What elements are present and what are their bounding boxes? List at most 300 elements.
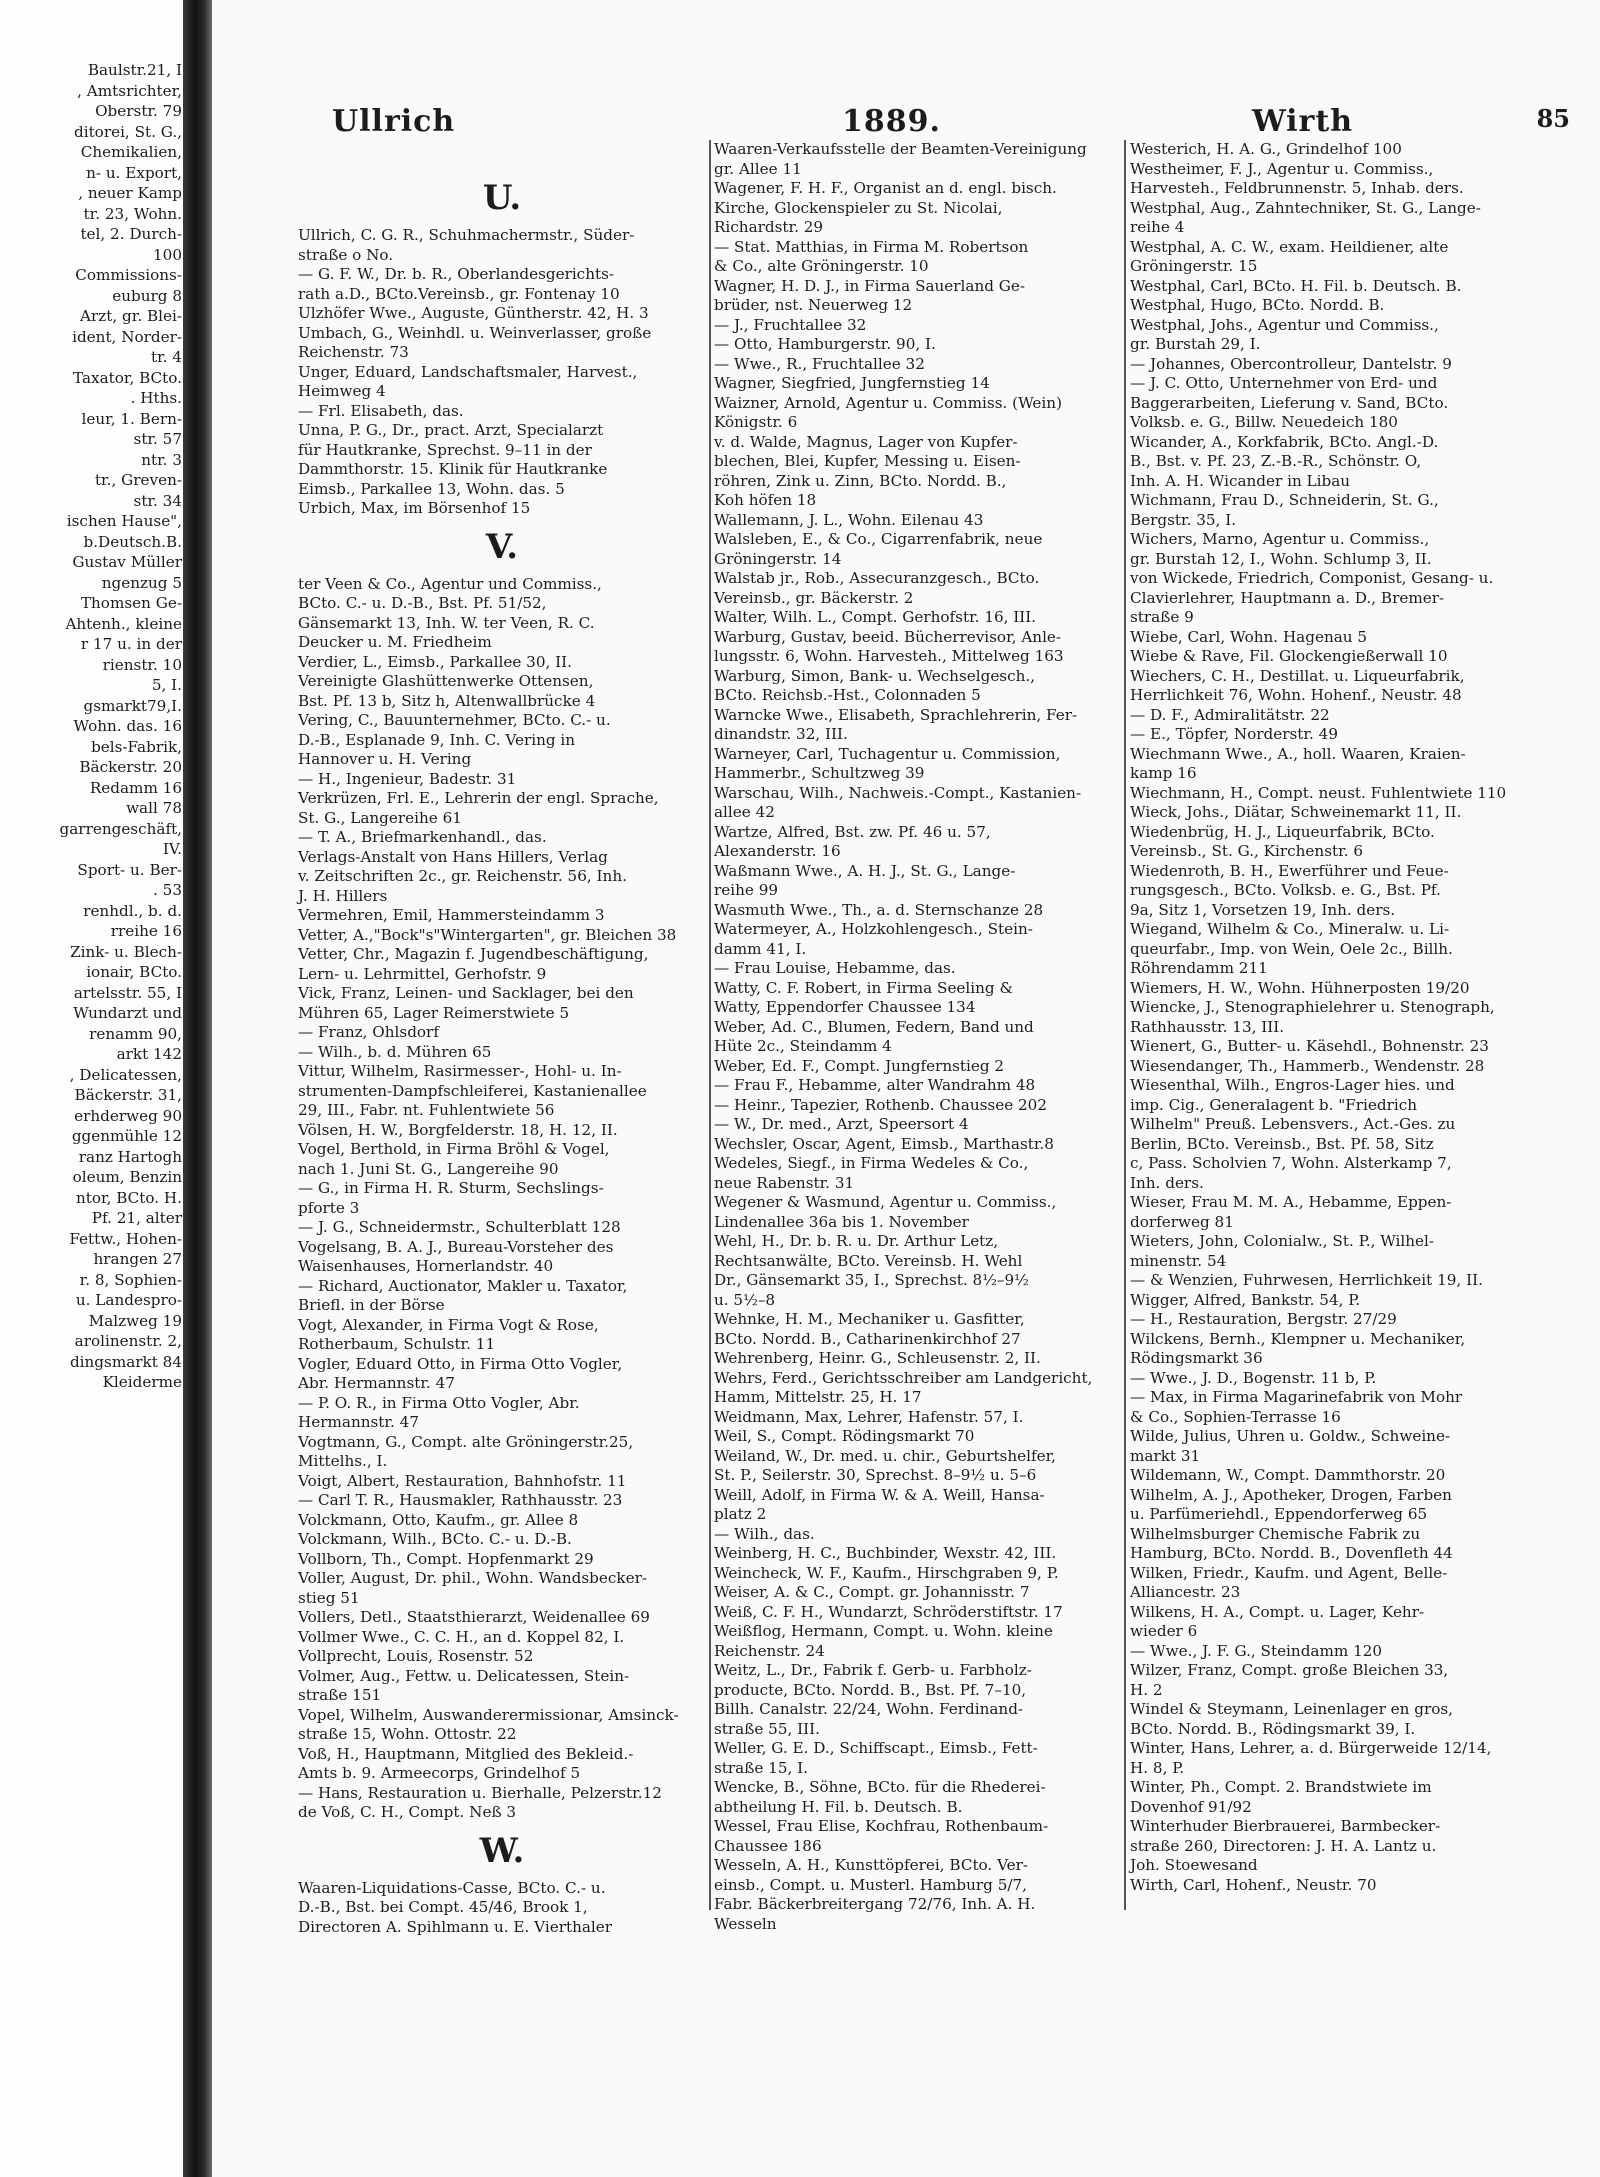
directory-entry: kamp 16 (1130, 764, 1197, 782)
directory-entry: rath a.D., BCto.Vereinsb., gr. Fontenay 10 (298, 284, 620, 303)
strip-line: rienstr. 10 (102, 655, 182, 674)
strip-line: tr., Greven- (94, 471, 182, 489)
directory-entry: Westphal, Johs., Agentur und Commiss., (1130, 315, 1439, 334)
directory-entry: brüder, nst. Neuerweg 12 (714, 296, 913, 314)
directory-entry: platz 2 (714, 1505, 767, 1523)
directory-entry: Hermannstr. 47 (298, 1413, 419, 1431)
strip-line: Zink- u. Blech- (70, 942, 182, 961)
strip-line: Sport- u. Ber- (77, 860, 182, 879)
directory-entry: Walstab jr., Rob., Assecuranzgesch., BCto. (714, 569, 1040, 587)
directory-entry: gr. Burstah 12, I., Wohn. Schlump 3, II. (1130, 549, 1432, 568)
strip-line: arkt 142 (116, 1045, 182, 1063)
directory-entry: Briefl. in der Börse (298, 1296, 445, 1314)
directory-column-2 (714, 140, 1122, 1933)
strip-line: Pf. 21, alter (91, 1209, 182, 1227)
directory-entry: Wiebe, Carl, Wohn. Hagenau 5 (1130, 627, 1368, 646)
directory-entry: — Heinr., Tapezier, Rothenb. Chaussee 202 (714, 1095, 1047, 1114)
strip-line: . 53 (153, 881, 182, 899)
directory-entry: Dammthorstr. 15. Klinik für Hautkranke (298, 460, 608, 478)
directory-entry: straße 151 (298, 1686, 382, 1704)
directory-entry: — Johannes, Obercontrolleur, Dantelstr. 9 (1130, 354, 1452, 373)
directory-entry: Watty, C. F. Robert, in Firma Seeling & (714, 978, 1013, 997)
directory-entry: allee 42 (714, 803, 775, 821)
directory-entry: Volckmann, Wilh., BCto. C.- u. D.-B. (298, 1530, 572, 1548)
directory-entry: D.-B., Esplanade 9, Inh. C. Vering in (298, 730, 576, 749)
strip-line: arolinenstr. 2, (74, 1332, 182, 1350)
directory-entry: u. Parfümeriehdl., Eppendorferweg 65 (1130, 1505, 1428, 1523)
directory-page (212, 0, 1600, 2177)
strip-line: Arzt, gr. Blei- (80, 307, 182, 325)
directory-entry: Weidmann, Max, Lehrer, Hafenstr. 57, I. (714, 1407, 1024, 1426)
directory-entry: BCto. C.- u. D.-B., Bst. Pf. 51/52, (298, 594, 547, 612)
directory-entry: Wiechmann, H., Compt. neust. Fuhlentwiete 110 (1130, 783, 1507, 802)
directory-entry: Weiß, C. F. H., Wundarzt, Schröderstiftstr. 17 (714, 1602, 1063, 1621)
directory-entry: — Wwe., R., Fruchtallee 32 (714, 354, 925, 373)
directory-entry: Wehl, H., Dr. b. R. u. Dr. Arthur Letz, (714, 1232, 999, 1250)
directory-entry: dinandstr. 32, III. (714, 725, 848, 743)
directory-entry: Warburg, Gustav, beeid. Bücherrevisor, Anle- (714, 627, 1062, 646)
strip-line: ntor, BCto. H. (75, 1188, 182, 1207)
directory-entry: Wiesendanger, Th., Hammerb., Wendenstr. 28 (1130, 1056, 1485, 1075)
directory-entry: Winter, Ph., Compt. 2. Brandstwiete im (1130, 1778, 1432, 1796)
strip-line: ngenzug 5 (101, 573, 182, 592)
directory-entry: v. d. Walde, Magnus, Lager von Kupfer- (714, 432, 1018, 451)
directory-entry: Vollprecht, Louis, Rosenstr. 52 (298, 1647, 534, 1665)
directory-entry: B., Bst. v. Pf. 23, Z.-B.-R., Schönstr. O, (1130, 452, 1422, 470)
directory-entry: Vereinsb., St. G., Kirchenstr. 6 (1130, 842, 1364, 860)
directory-entry: straße 15, I. (714, 1758, 808, 1777)
directory-entry: Vopel, Wilhelm, Auswanderermissionar, Amsinck- (298, 1705, 679, 1724)
directory-entry: Inh. A. H. Wicander in Libau (1130, 471, 1351, 490)
directory-entry: Inh. ders. (1130, 1173, 1204, 1192)
directory-entry: Vermehren, Emil, Hammersteindamm 3 (298, 906, 605, 924)
directory-entry: Wilde, Julius, Uhren u. Goldw., Schweine- (1130, 1427, 1451, 1445)
directory-entry: Rechtsanwälte, BCto. Vereinsb. H. Wehl (714, 1251, 1023, 1270)
directory-entry: ter Veen & Co., Agentur und Commiss., (298, 574, 602, 593)
directory-entry: Abr. Hermannstr. 47 (298, 1374, 455, 1392)
directory-entry: gr. Allee 11 (714, 159, 802, 178)
strip-line: Wundarzt und (73, 1004, 182, 1022)
directory-entry: Waizner, Arnold, Agentur u. Commiss. (Wein) (714, 393, 1062, 412)
directory-entry: — & Wenzien, Fuhrwesen, Herrlichkeit 19, II. (1130, 1271, 1483, 1289)
directory-entry: Vetter, A.,"Bock"s"Wintergarten", gr. Bleichen 38 (298, 925, 677, 944)
directory-entry: Fabr. Bäckerbreitergang 72/76, Inh. A. H. (714, 1895, 1036, 1913)
directory-entry: Röhrendamm 211 (1130, 959, 1268, 977)
directory-entry: Vereinigte Glashüttenwerke Ottensen, (298, 672, 594, 690)
strip-line: renhdl., b. d. (83, 901, 182, 920)
directory-entry: Verkrüzen, Frl. E., Lehrerin der engl. Sprache, (298, 789, 659, 807)
section-letter: V. (485, 526, 519, 567)
strip-line: . Hths. (130, 389, 182, 407)
directory-entry: Wilhelmsburger Chemische Fabrik zu (1130, 1524, 1421, 1543)
directory-entry: nach 1. Juni St. G., Langereihe 90 (298, 1159, 559, 1178)
strip-line: r 17 u. in der (80, 635, 182, 653)
strip-line: Oberstr. 79 (95, 102, 182, 120)
directory-entry: Weiser, A. & C., Compt. gr. Johannisstr. 7 (714, 1583, 1030, 1601)
directory-entry: neue Rabenstr. 31 (714, 1173, 855, 1192)
strip-line: tr. 4 (150, 348, 182, 366)
directory-entry: lungsstr. 6, Wohn. Harvesteh., Mittelweg 163 (714, 647, 1064, 665)
directory-entry: — Max, in Firma Magarinefabrik von Mohr (1130, 1388, 1463, 1406)
directory-entry: Voller, August, Dr. phil., Wohn. Wandsbecker- (298, 1569, 647, 1587)
directory-entry: Watty, Eppendorfer Chaussee 134 (714, 998, 976, 1016)
directory-entry: Waßmann Wwe., A. H. J., St. G., Lange- (714, 861, 1016, 880)
directory-entry: Weißflog, Hermann, Compt. u. Wohn. kleine (714, 1622, 1053, 1640)
directory-entry: Mühren 65, Lager Reimerstwiete 5 (298, 1003, 570, 1022)
strip-line: , neuer Kamp (78, 184, 182, 202)
directory-entry: straße o No. (298, 245, 394, 264)
directory-entry: Wesseln (714, 1914, 777, 1933)
directory-entry: Wiechers, C. H., Destillat. u. Liqueurfabrik, (1130, 666, 1465, 685)
strip-line: leur, 1. Bern- (81, 409, 182, 428)
directory-entry: Vollborn, Th., Compt. Hopfenmarkt 29 (298, 1549, 594, 1568)
directory-entry: D.-B., Bst. bei Compt. 45/46, Brook 1, (298, 1898, 588, 1916)
directory-entry: Ullrich, C. G. R., Schuhmachermstr., Süder- (298, 226, 635, 244)
strip-line: ranz Hartogh (78, 1147, 182, 1166)
directory-entry: — Wilh., das. (714, 1524, 815, 1543)
directory-entry: markt 31 (1130, 1446, 1201, 1465)
directory-entry: — Frau F., Hebamme, alter Wandrahm 48 (714, 1076, 1036, 1094)
directory-entry: Windel & Steymann, Leinenlager en gros, (1130, 1700, 1454, 1718)
directory-entry: H. 2 (1130, 1680, 1163, 1699)
strip-line: ggenmühle 12 (71, 1127, 182, 1145)
directory-entry: — H., Ingenieur, Badestr. 31 (298, 769, 517, 788)
directory-entry: Wilzer, Franz, Compt. große Bleichen 33, (1130, 1661, 1449, 1679)
directory-entry: Vick, Franz, Leinen- und Sacklager, bei den (298, 984, 634, 1002)
directory-entry: — Stat. Matthias, in Firma M. Robertson (714, 237, 1029, 256)
directory-entry: Hüte 2c., Steindamm 4 (714, 1037, 892, 1055)
strip-line: Fettw., Hohen- (69, 1229, 182, 1248)
directory-entry: producte, BCto. Nordd. B., Bst. Pf. 7–10, (714, 1680, 1027, 1699)
directory-entry: Billh. Canalstr. 22/24, Wohn. Ferdinand- (714, 1700, 1024, 1718)
directory-entry: — Wwe., J. F. G., Steindamm 120 (1130, 1641, 1383, 1660)
strip-line: Taxator, BCto. (73, 368, 182, 387)
directory-entry: — Wilh., b. d. Mühren 65 (298, 1042, 492, 1061)
directory-entry: & Co., Sophien-Terrasse 16 (1130, 1407, 1341, 1426)
strip-line: tel, 2. Durch- (80, 225, 182, 243)
directory-entry: Wirth, Carl, Hohenf., Neustr. 70 (1130, 1875, 1377, 1894)
directory-entry: Wichmann, Frau D., Schneiderin, St. G., (1130, 491, 1439, 509)
directory-entry: Walter, Wilh. L., Compt. Gerhofstr. 16, III. (714, 608, 1037, 626)
directory-entry: Hammerbr., Schultzweg 39 (714, 764, 925, 782)
directory-entry: röhren, Zink u. Zinn, BCto. Nordd. B., (714, 471, 1007, 490)
directory-entry: Weil, S., Compt. Rödingsmarkt 70 (714, 1427, 975, 1445)
directory-entry: Hannover u. H. Vering (298, 750, 472, 768)
directory-entry: Westheimer, F. J., Agentur u. Commiss., (1130, 159, 1434, 178)
directory-entry: Völsen, H. W., Borgfelderstr. 18, H. 12, II. (298, 1120, 618, 1139)
directory-entry: Wartze, Alfred, Bst. zw. Pf. 46 u. 57, (714, 822, 991, 841)
strip-line: garrengeschäft, (59, 819, 182, 838)
directory-entry: Wehnke, H. M., Mechaniker u. Gasfitter, (714, 1310, 1025, 1328)
directory-entry: Wegener & Wasmund, Agentur u. Commiss., (714, 1193, 1057, 1211)
strip-line: Wohn. das. 16 (73, 717, 182, 735)
directory-entry: Wilken, Friedr., Kaufm. und Agent, Belle- (1130, 1563, 1448, 1582)
directory-entry: Watermeyer, A., Holzkohlengesch., Stein- (714, 920, 1033, 938)
directory-entry: Weincheck, W. F., Kaufm., Hirschgraben 9, P. (714, 1563, 1059, 1582)
strip-line: tr. 23, Wohn. (83, 204, 182, 223)
directory-entry: Voß, H., Hauptmann, Mitglied des Bekleid.- (298, 1744, 634, 1763)
directory-entry: Wicander, A., Korkfabrik, BCto. Angl.-D. (1130, 432, 1439, 451)
directory-entry: & Co., alte Gröningerstr. 10 (714, 257, 929, 275)
directory-entry: Westphal, A. C. W., exam. Heildiener, alte (1130, 237, 1449, 256)
directory-entry: Wilhelm" Preuß. Lebensvers., Act.-Ges. zu (1130, 1115, 1456, 1133)
column-rule (709, 140, 711, 1910)
directory-entry: Eimsb., Parkallee 13, Wohn. das. 5 (298, 479, 565, 498)
directory-entry: Wesseln, A. H., Kunsttöpferei, BCto. Ver- (714, 1856, 1029, 1874)
strip-line: str. 34 (133, 491, 182, 510)
directory-entry: Rathhausstr. 13, III. (1130, 1017, 1285, 1036)
directory-entry: Kirche, Glockenspieler zu St. Nicolai, (714, 198, 1003, 217)
directory-entry: stieg 51 (298, 1588, 360, 1607)
directory-entry: Wilhelm, A. J., Apotheker, Drogen, Farben (1130, 1485, 1452, 1504)
directory-entry: — Frau Louise, Hebamme, das. (714, 959, 956, 977)
directory-entry: straße 15, Wohn. Ottostr. 22 (298, 1725, 517, 1743)
directory-entry: — G. F. W., Dr. b. R., Oberlandesgerichts- (298, 265, 615, 283)
strip-line: r. 8, Sophien- (79, 1270, 182, 1289)
directory-entry: Wiechmann Wwe., A., holl. Waaren, Kraien- (1130, 744, 1466, 763)
directory-entry: — Hans, Restauration u. Bierhalle, Pelzerstr.12 (298, 1783, 662, 1802)
directory-entry: Amts b. 9. Armeecorps, Grindelhof 5 (298, 1764, 581, 1782)
directory-entry: H. 8, P. (1130, 1758, 1185, 1777)
directory-entry: J. H. Hillers (298, 886, 388, 905)
directory-entry: — Franz, Ohlsdorf (298, 1023, 439, 1041)
directory-entry: abtheilung H. Fil. b. Deutsch. B. (714, 1797, 963, 1816)
directory-entry: Voigt, Albert, Restauration, Bahnhofstr. 11 (298, 1471, 627, 1490)
directory-entry: Weill, Adolf, in Firma W. & A. Weill, Hansa- (714, 1485, 1045, 1504)
directory-entry: Wieters, John, Colonialw., St. P., Wilhel- (1130, 1232, 1435, 1250)
directory-entry: u. 5½–8 (714, 1290, 776, 1309)
strip-line: Baulstr.21, I (87, 61, 182, 79)
page-number: 85 (1536, 104, 1570, 133)
directory-entry: Wiencke, J., Stenographielehrer u. Stenograph, (1130, 998, 1495, 1016)
directory-entry: Vogt, Alexander, in Firma Vogt & Rose, (298, 1315, 599, 1334)
directory-entry: Gröningerstr. 14 (714, 549, 842, 568)
directory-entry: Urbich, Max, im Börsenhof 15 (298, 499, 531, 517)
directory-entry: queurfabr., Imp. von Wein, Oele 2c., Billh. (1130, 939, 1453, 958)
directory-entry: Wichers, Marno, Agentur u. Commiss., (1130, 530, 1430, 548)
strip-line: Bäckerstr. 31, (74, 1086, 182, 1104)
directory-entry: Wiedenbrüg, H. J., Liqueurfabrik, BCto. (1130, 822, 1435, 841)
directory-entry: Wiedenroth, B. H., Ewerführer und Feue- (1130, 861, 1449, 880)
directory-entry: Warburg, Simon, Bank- u. Wechselgesch., (714, 666, 1036, 685)
directory-entry: v. Zeitschriften 2c., gr. Reichenstr. 56, Inh. (298, 867, 627, 885)
directory-entry: Gröningerstr. 15 (1130, 257, 1258, 275)
strip-line: Thomsen Ge- (80, 594, 182, 612)
directory-entry: Vogtmann, G., Compt. alte Gröningerstr.25, (298, 1432, 634, 1451)
directory-entry: Reichenstr. 73 (298, 343, 409, 361)
directory-entry: Wasmuth Wwe., Th., a. d. Sternschanze 28 (714, 900, 1044, 919)
directory-entry: Westphal, Aug., Zahntechniker, St. G., Lange- (1130, 198, 1481, 217)
directory-entry: Vogelsang, B. A. J., Bureau-Vorsteher des (298, 1237, 614, 1256)
directory-entry: — W., Dr. med., Arzt, Speersort 4 (714, 1115, 969, 1133)
directory-entry: Wilckens, Bernh., Klempner u. Mechaniker, (1130, 1329, 1466, 1348)
directory-entry: Bergstr. 35, I. (1130, 510, 1237, 529)
directory-entry: Herrlichkeit 76, Wohn. Hohenf., Neustr. 48 (1130, 686, 1462, 704)
directory-entry: straße 55, III. (714, 1719, 820, 1738)
directory-entry: — Wwe., J. D., Bogenstr. 11 b, P. (1130, 1368, 1377, 1387)
directory-entry: Joh. Stoewesand (1130, 1856, 1258, 1874)
directory-entry: Ulzhöfer Wwe., Auguste, Güntherstr. 42, H. 3 (298, 304, 649, 322)
strip-line: , Amtsrichter, (77, 81, 182, 100)
directory-entry: Vollmer Wwe., C. C. H., an d. Koppel 82, I. (298, 1627, 625, 1646)
directory-entry: — J. G., Schneidermstr., Schulterblatt 128 (298, 1218, 621, 1236)
directory-entry: Vittur, Wilhelm, Rasirmesser-, Hohl- u. In- (298, 1062, 622, 1080)
directory-entry: Rödingsmarkt 36 (1130, 1349, 1263, 1367)
strip-line: Redamm 16 (89, 778, 182, 797)
directory-entry: Vollers, Detl., Staatsthierarzt, Weidenallee 69 (298, 1608, 650, 1626)
directory-entry: Lern- u. Lehrmittel, Gerhofstr. 9 (298, 964, 547, 983)
directory-entry: Chaussee 186 (714, 1836, 822, 1855)
strip-line: Chemikalien, (80, 143, 182, 161)
directory-entry: Hamm, Mittelstr. 25, H. 17 (714, 1388, 922, 1406)
directory-entry: — Carl T. R., Hausmakler, Rathhausstr. 23 (298, 1491, 623, 1509)
directory-entry: Vereinsb., gr. Bäckerstr. 2 (714, 588, 914, 607)
strip-line: 100 (153, 245, 182, 264)
directory-entry: wieder 6 (1130, 1622, 1198, 1640)
directory-entry: Warschau, Wilh., Nachweis.-Compt., Kastanien- (714, 783, 1082, 802)
directory-entry: pforte 3 (298, 1198, 360, 1217)
strip-line: IV. (162, 840, 182, 858)
directory-entry: Wiegand, Wilhelm & Co., Mineralw. u. Li- (1130, 920, 1450, 938)
directory-entry: St. G., Langereihe 61 (298, 808, 462, 827)
directory-entry: Waaren-Verkaufsstelle der Beamten-Vereinigung (714, 140, 1087, 158)
strip-line: bels-Fabrik, (91, 737, 182, 756)
directory-entry: Baggerarbeiten, Lieferung v. Sand, BCto. (1130, 393, 1449, 412)
directory-entry: Umbach, G., Weinhdl. u. Weinverlasser, große (298, 323, 652, 342)
directory-entry: Vering, C., Bauunternehmer, BCto. C.- u. (298, 711, 611, 729)
strip-line: ident, Norder- (72, 327, 182, 346)
directory-entry: Wagener, F. H. F., Organist an d. engl. bisch. (714, 179, 1057, 197)
strip-line: oleum, Benzin (72, 1168, 182, 1186)
directory-entry: — J., Fruchtallee 32 (714, 315, 867, 334)
strip-line: Ahtenh., kleine (65, 614, 182, 633)
directory-entry: — T. A., Briefmarkenhandl., das. (298, 828, 547, 846)
strip-line: rreihe 16 (110, 922, 182, 940)
directory-entry: Vogler, Eduard Otto, in Firma Otto Vogler, (298, 1354, 623, 1373)
directory-entry: Lindenallee 36a bis 1. November (714, 1212, 969, 1231)
column-rule (1124, 140, 1126, 1910)
strip-line: artelsstr. 55, I (73, 983, 182, 1002)
strip-line: euburg 8 (112, 286, 182, 305)
directory-entry: Hamburg, BCto. Nordd. B., Dovenfleth 44 (1130, 1544, 1453, 1562)
directory-entry: Unna, P. G., Dr., pract. Arzt, Specialarzt (298, 421, 604, 439)
directory-entry: c, Pass. Scholvien 7, Wohn. Alsterkamp 7, (1130, 1154, 1452, 1172)
strip-line: n- u. Export, (86, 163, 182, 182)
strip-line: str. 57 (133, 430, 182, 448)
section-letter: U. (482, 178, 522, 218)
directory-entry: Berlin, BCto. Vereinsb., Bst. Pf. 58, Sitz (1130, 1134, 1434, 1153)
directory-entry: Königstr. 6 (714, 413, 798, 431)
strip-line: Kleiderme (102, 1373, 182, 1391)
directory-entry: Richardstr. 29 (714, 218, 824, 236)
header-year: 1889. (842, 104, 941, 139)
directory-entry: Wehrs, Ferd., Gerichtsschreiber am Landgericht, (714, 1368, 1093, 1387)
directory-entry: Wagner, H. D. J., in Firma Sauerland Ge- (714, 276, 1026, 295)
directory-entry: Waisenhauses, Hornerlandstr. 40 (298, 1257, 554, 1275)
directory-entry: Verlags-Anstalt von Hans Hillers, Verlag (298, 847, 608, 866)
directory-entry: Wildemann, W., Compt. Dammthorstr. 20 (1130, 1466, 1446, 1484)
directory-entry: Wieser, Frau M. M. A., Hebamme, Eppen- (1130, 1193, 1452, 1211)
directory-entry: Wessel, Frau Elise, Kochfrau, Rothenbaum- (714, 1817, 1049, 1835)
directory-entry: Weller, G. E. D., Schiffscapt., Eimsb., Fett- (714, 1739, 1038, 1757)
directory-entry: — Otto, Hamburgerstr. 90, I. (714, 335, 936, 353)
directory-entry: Rotherbaum, Schulstr. 11 (298, 1335, 496, 1353)
strip-line: Bäckerstr. 20 (79, 758, 182, 776)
directory-entry: Harvesteh., Feldbrunnenstr. 5, Inhab. ders. (1130, 179, 1464, 197)
directory-entry: Wiemers, H. W., Wohn. Hühnerposten 19/20 (1130, 978, 1470, 997)
directory-entry: straße 260, Directoren: J. H. A. Lantz u. (1130, 1836, 1437, 1855)
directory-entry: Reichenstr. 24 (714, 1641, 825, 1660)
directory-entry: Westphal, Carl, BCto. H. Fil. b. Deutsch. B. (1130, 276, 1462, 295)
directory-entry: Volmer, Aug., Fettw. u. Delicatessen, Stein- (298, 1666, 630, 1685)
directory-entry: 29, III., Fabr. nt. Fuhlentwiete 56 (298, 1101, 555, 1119)
directory-entry: Alliancestr. 23 (1130, 1583, 1241, 1601)
strip-line: hrangen 27 (93, 1250, 182, 1268)
directory-entry: Warneyer, Carl, Tuchagentur u. Commission, (714, 744, 1061, 763)
directory-entry: Waaren-Liquidations-Casse, BCto. C.- u. (298, 1878, 606, 1897)
directory-entry: reihe 4 (1130, 218, 1185, 236)
directory-entry: Westerich, H. A. G., Grindelhof 100 (1130, 140, 1402, 158)
directory-entry: reihe 99 (714, 881, 779, 899)
directory-entry: Bst. Pf. 13 b, Sitz h, Altenwallbrücke 4 (298, 691, 596, 710)
strip-line: renamm 90, (89, 1024, 182, 1043)
directory-entry: Vogel, Berthold, in Firma Bröhl & Vogel, (298, 1140, 610, 1158)
directory-entry: Wilkens, H. A., Compt. u. Lager, Kehr- (1130, 1602, 1425, 1621)
directory-entry: de Voß, C. H., Compt. Neß 3 (298, 1803, 517, 1821)
directory-entry: Weiland, W., Dr. med. u. chir., Geburtshelfer, (714, 1446, 1057, 1465)
directory-entry: gr. Burstah 29, I. (1130, 335, 1261, 353)
directory-entry: Unger, Eduard, Landschaftsmaler, Harvest., (298, 362, 638, 381)
directory-column-1 (298, 170, 706, 1936)
directory-entry: Wiebe & Rave, Fil. Glockengießerwall 10 (1130, 647, 1448, 665)
directory-entry: Warncke Wwe., Elisabeth, Sprachlehrerin, Fer- (714, 705, 1078, 724)
book-gutter (183, 0, 213, 2177)
directory-entry: Koh höfen 18 (714, 491, 817, 509)
directory-entry: minenstr. 54 (1130, 1251, 1227, 1270)
directory-entry: Wieck, Johs., Diätar, Schweinemarkt 11, II. (1130, 803, 1462, 821)
directory-entry: Volksb. e. G., Billw. Neuedeich 180 (1130, 413, 1398, 431)
directory-entry: — D. F., Admiralitätstr. 22 (1130, 705, 1330, 724)
directory-entry: Alexanderstr. 16 (714, 842, 841, 860)
directory-entry: — Richard, Auctionator, Makler u. Taxator, (298, 1276, 628, 1295)
section-letter: W. (479, 1830, 525, 1871)
directory-entry: straße 9 (1130, 608, 1194, 626)
directory-entry: BCto. Reichsb.-Hst., Colonnaden 5 (714, 686, 981, 704)
directory-entry: BCto. Nordd. B., Rödingsmarkt 39, I. (1130, 1719, 1416, 1738)
strip-line: Commissions- (75, 266, 182, 284)
directory-entry: Dr., Gänsemarkt 35, I., Sprechst. 8½–9½ (714, 1271, 1029, 1289)
directory-entry: imp. Cig., Generalagent b. "Friedrich (1130, 1095, 1417, 1114)
directory-entry: Walsleben, E., & Co., Cigarrenfabrik, neue (714, 530, 1043, 548)
strip-line: 5, I. (151, 676, 182, 694)
directory-entry: Wiesenthal, Wilh., Engros-Lager hies. und (1130, 1076, 1455, 1094)
directory-entry: rungsgesch., BCto. Volksb. e. G., Bst. Pf. (1130, 881, 1441, 899)
strip-line: Gustav Müller (72, 553, 182, 571)
directory-entry: Wallemann, J. L., Wohn. Eilenau 43 (714, 510, 984, 529)
directory-entry: dorferweg 81 (1130, 1212, 1234, 1231)
strip-line: ischen Hause", (66, 512, 182, 530)
directory-entry: Weber, Ed. F., Compt. Jungfernstieg 2 (714, 1056, 1005, 1075)
header-right-word: Wirth (1252, 104, 1354, 139)
strip-line: dingsmarkt 84 (69, 1352, 182, 1371)
directory-entry: Directoren A. Spihlmann u. E. Vierthaler (298, 1917, 613, 1936)
directory-entry: blechen, Blei, Kupfer, Messing u. Eisen- (714, 452, 1021, 470)
directory-entry: damm 41, I. (714, 939, 807, 958)
directory-entry: Vetter, Chr., Magazin f. Jugendbeschäftigung, (298, 945, 649, 963)
directory-entry: Wechsler, Oscar, Agent, Eimsb., Marthastr.8 (714, 1134, 1054, 1153)
strip-line: Malzweg 19 (88, 1311, 182, 1330)
strip-line: wall 78 (126, 799, 182, 817)
